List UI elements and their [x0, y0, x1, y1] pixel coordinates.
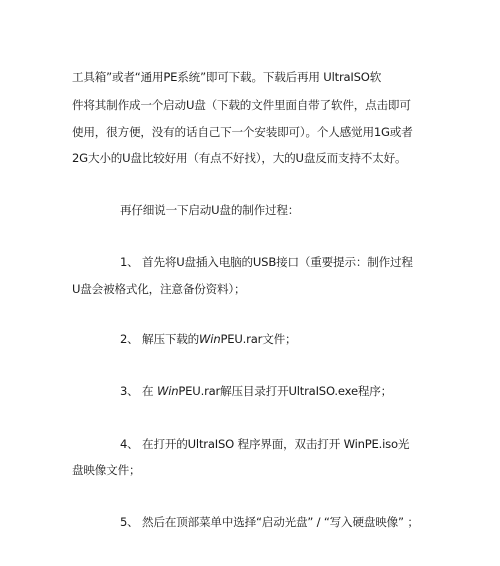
paragraph-line: 2G大小的U盘比较好用（有点不好找），大的U盘反而支持不太好。: [72, 151, 407, 165]
step-2-win: Win: [199, 332, 221, 346]
step-3-file: PEU.rar解压目录打开UltraISO.exe程序；: [178, 384, 393, 398]
paragraph-line: 使用，很方便，没有的话自己下一个安装即可）。个人感觉用1G或者: [72, 125, 413, 139]
step-2: [120, 331, 296, 347]
step-3-win: Win: [156, 384, 179, 398]
step-3-text: 3、 在: [120, 384, 157, 398]
step-2-text: 2、 解压下载的: [120, 332, 200, 346]
step-4-line-2: 盘映像文件；: [72, 463, 141, 477]
step-3: [120, 383, 392, 399]
step-2-file: PEU.rar文件；: [220, 332, 297, 346]
step-4-line-1: 4、 在打开的UltraISO 程序界面，双击打开 WinPE.iso光: [120, 437, 410, 451]
step-1-line-1: 1、 首先将U盘插入电脑的USB接口（重要提示：制作过程: [120, 255, 413, 269]
paragraph-line: 件将其制作成一个启动U盘（下载的文件里面自带了软件，点击即可: [72, 98, 411, 112]
step-5-line-1: 5、 然后在顶部菜单中选择“启动光盘” / “写入硬盘映像” ；: [120, 515, 419, 529]
process-heading: 再仔细说一下启动U盘的制作过程：: [120, 203, 300, 217]
step-1-line-2: U盘会被格式化，注意备份资料）；: [72, 282, 246, 296]
paragraph-line: 工具箱”或者“通用PE系统”即可下载。下载后再用 UltraISO软: [72, 70, 382, 84]
